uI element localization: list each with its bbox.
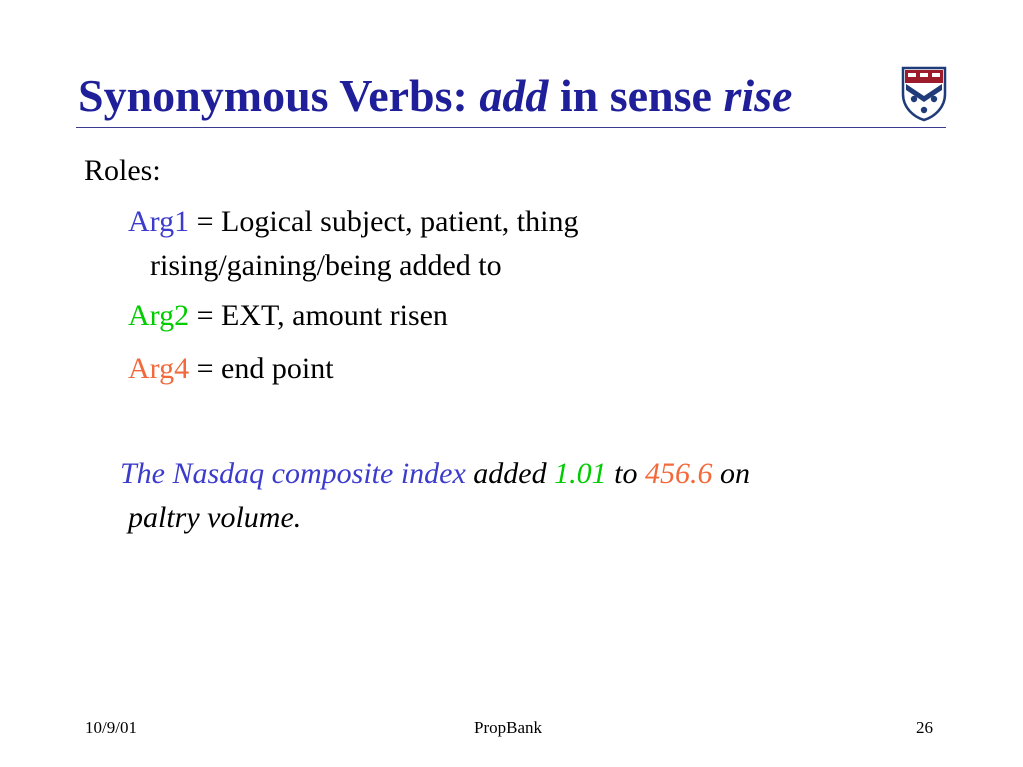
title-sense: rise (723, 70, 793, 121)
role-arg4-label: Arg4 (128, 352, 190, 385)
example-verb: added (465, 457, 555, 490)
role-arg1 (128, 204, 578, 240)
role-arg4 (128, 351, 334, 387)
example-to: to (606, 457, 645, 490)
example-amount: 1.01 (554, 457, 607, 490)
slide-title (78, 68, 792, 124)
role-arg2 (128, 298, 448, 334)
role-arg2-label: Arg2 (128, 299, 190, 332)
page-number: 26 (916, 718, 933, 737)
example-sentence-continued: paltry volume. (128, 501, 302, 534)
footer-title: PropBank (474, 718, 542, 737)
title-middle: in sense (548, 70, 724, 121)
role-arg1-label: Arg1 (128, 205, 190, 238)
role-arg2-desc: = EXT, amount risen (189, 299, 448, 332)
example-rest: on (712, 457, 750, 490)
roles-label: Roles: (84, 154, 161, 187)
title-divider (76, 127, 946, 128)
university-shield-logo-icon (900, 66, 948, 122)
example-sentence (120, 456, 750, 492)
role-arg1-desc-continued: rising/gaining/being added to (150, 249, 502, 282)
title-prefix: Synonymous Verbs: (78, 70, 480, 121)
footer-date: 10/9/01 (85, 718, 137, 737)
example-subject: The Nasdaq composite index (120, 457, 466, 490)
role-arg1-desc: = Logical subject, patient, thing (189, 205, 579, 238)
example-endpoint: 456.6 (644, 457, 713, 490)
title-verb: add (479, 70, 549, 121)
role-arg4-desc: = end point (189, 352, 334, 385)
